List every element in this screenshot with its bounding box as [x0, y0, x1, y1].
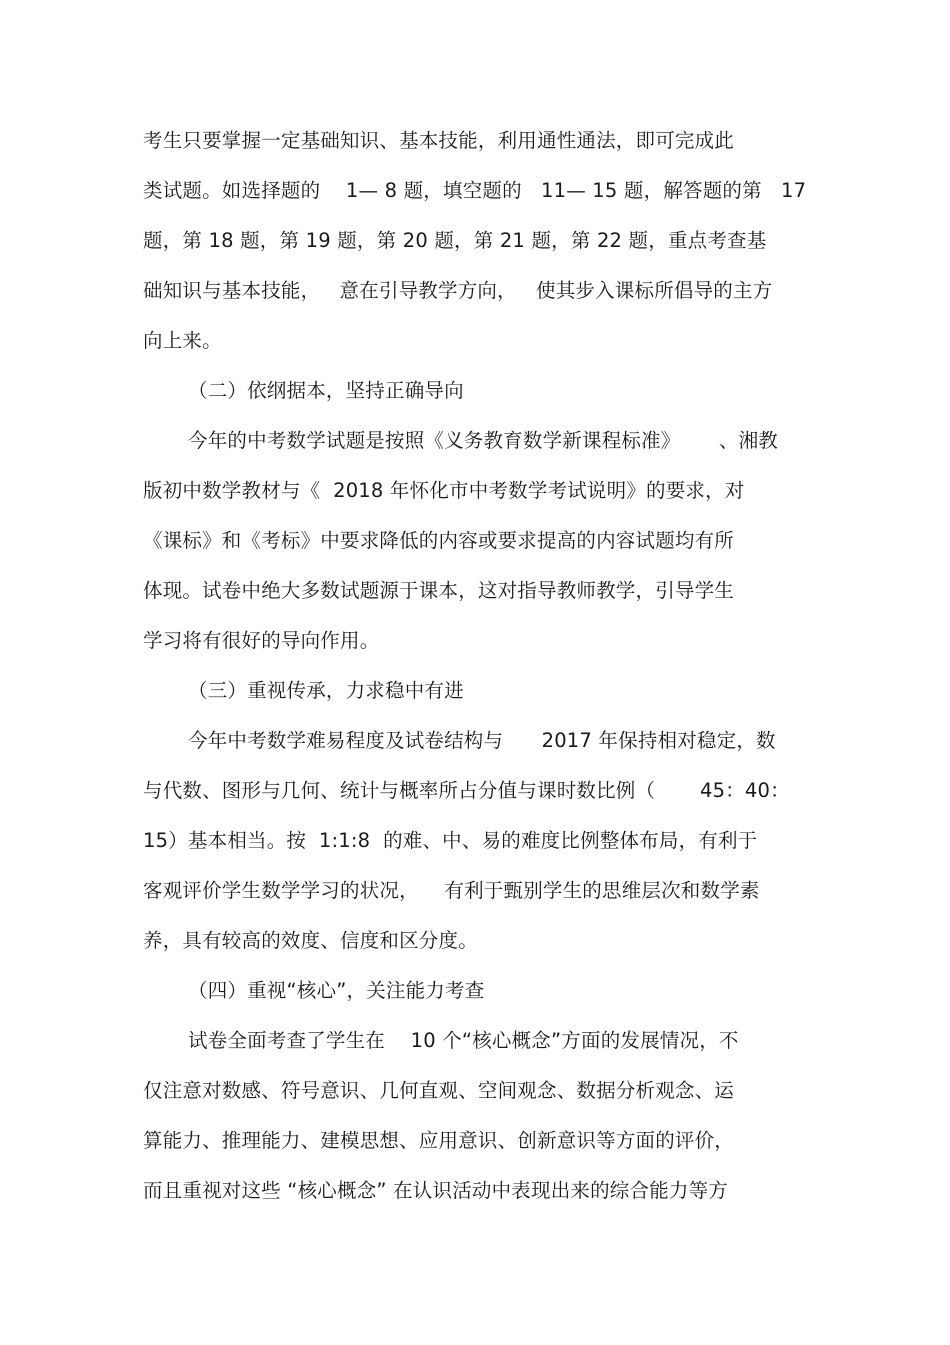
paragraph-line: 客观评价学生数学学习的状况， 有利于甄别学生的思维层次和数学素: [143, 879, 760, 902]
section-heading: （四）重视“核心”，关注能力考查: [188, 979, 485, 1002]
paragraph-line: 仅注意对数感、符号意识、几何直观、空间观念、数据分析观念、运: [143, 1079, 735, 1102]
paragraph-line: 题，第 18 题，第 19 题，第 20 题，第 21 题，第 22 题，重点考查基: [143, 229, 767, 252]
paragraph-line: 15）基本相当。按 1:1:8 的难、中、易的难度比例整体布局，有利于: [143, 829, 758, 852]
paragraph-line: 体现。试卷中绝大多数试题源于课本，这对指导教师教学，引导学生: [143, 579, 735, 602]
paragraph-line: 今年中考数学难易程度及试卷结构与 2017 年保持相对稳定，数: [188, 729, 776, 752]
paragraph-line: 《课标》和《考标》中要求降低的内容或要求提高的内容试题均有所: [143, 529, 735, 552]
paragraph-line: 今年的中考数学试题是按照《义务教育数学新课程标准》 、湘教: [188, 429, 778, 452]
paragraph-line: 与代数、图形与几何、统计与概率所占分值与课时数比例（ 45：40：: [143, 779, 790, 802]
paragraph-line: 考生只要掌握一定基础知识、基本技能，利用通性通法，即可完成此: [143, 129, 735, 152]
paragraph-line: 学习将有很好的导向作用。: [143, 629, 380, 652]
section-heading: （二）依纲据本，坚持正确导向: [188, 379, 464, 402]
paragraph-line: 类试题。如选择题的 1— 8 题，填空题的 11— 15 题，解答题的第 17: [143, 179, 807, 202]
paragraph-line: 而且重视对这些 “核心概念” 在认识活动中表现出来的综合能力等方: [143, 1179, 729, 1202]
paragraph-line: 算能力、推理能力、建模思想、应用意识、创新意识等方面的评价，: [143, 1129, 735, 1152]
paragraph-line: 向上来。: [143, 329, 222, 352]
paragraph-line: 础知识与基本技能， 意在引导教学方向， 使其步入课标所倡导的主方: [143, 279, 773, 302]
paragraph-line: 养，具有较高的效度、信度和区分度。: [143, 929, 478, 952]
paragraph-line: 试卷全面考查了学生在 10 个“核心概念”方面的发展情况，不: [188, 1029, 739, 1052]
paragraph-line: 版初中数学教材与《 2018 年怀化市中考数学考试说明》的要求，对: [143, 479, 745, 502]
section-heading: （三）重视传承，力求稳中有进: [188, 679, 464, 702]
